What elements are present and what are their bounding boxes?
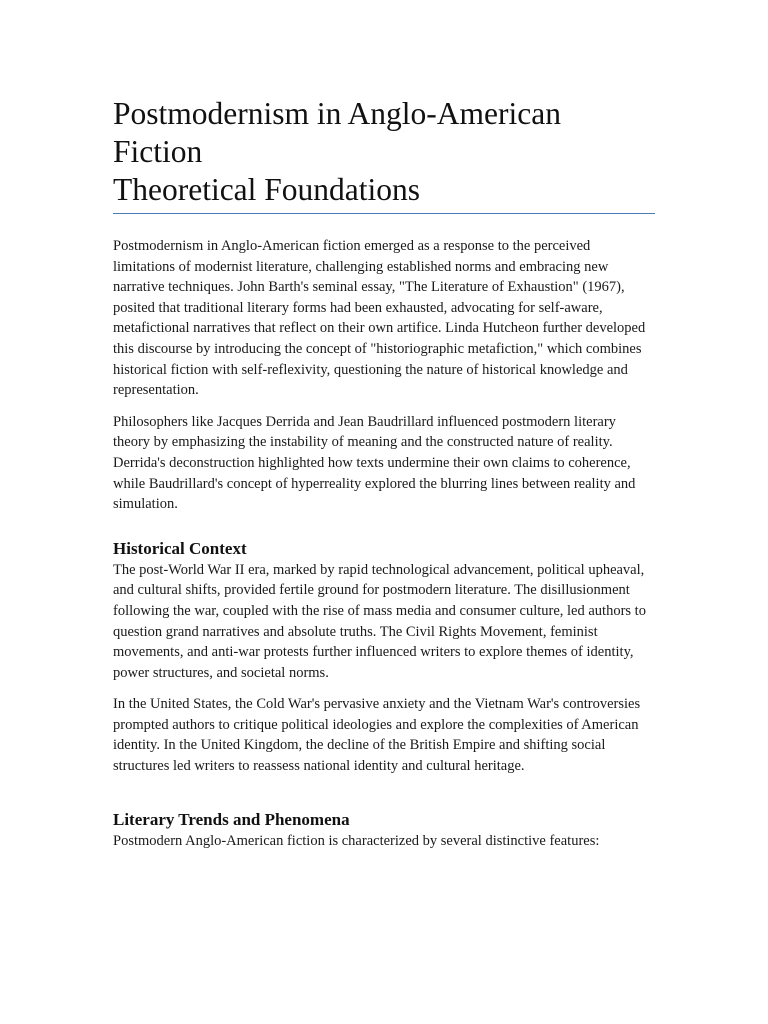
body-paragraph: Postmodern Anglo-American fiction is characterized by several distinctive features: [113, 832, 600, 849]
document-page [113, 95, 655, 862]
intro-paragraph: Postmodernism in Anglo-American fiction emerged as a response to the perceived limitations of modernist literature, challenging established norms and embracing new narrative techniques. John Barth's seminal essay, "The Literature of Exhaustion" (1967), posited that traditional literary forms had been exhausted, advocating for self-aware, metafictional narratives that reflect on their own artifice. Linda Hutcheon further developed this discourse by introducing the concept of "historiographic metafiction," which combines historical fiction with self-reflexivity, questioning the nature of historical knowledge and representation. [113, 238, 646, 399]
subtitle-line: Theoretical Foundations [113, 172, 421, 207]
title-line: Postmodernism in Anglo-American [113, 96, 561, 131]
title-underline-divider [113, 213, 655, 214]
body-paragraph: In the United States, the Cold War's pervasive anxiety and the Vietnam War's controversies prompted authors to critique political ideologies and explore the complexities of American identity. In the United Kingdom, the decline of the British Empire and shifting social structures led writers to reassess national identity and cultural heritage. [113, 696, 641, 775]
section-heading-historical-context: Historical Context [113, 538, 247, 558]
document-title [113, 95, 655, 209]
body-paragraph: The post-World War II era, marked by rapid technological advancement, political upheaval, and cultural shifts, provided fertile ground for postmodern literature. The disillusionment following the war, coupled with the rise of mass media and consumer culture, led authors to question grand narratives and absolute truths. The Civil Rights Movement, feminist movements, and anti-war protests further influenced writers to explore themes of identity, power structures, and societal norms. [113, 561, 646, 681]
intro-paragraph: Philosophers like Jacques Derrida and Jean Baudrillard influenced postmodern literary theory by emphasizing the instability of meaning and the constructed nature of reality. Derrida's deconstruction highlighted how texts undermine their own claims to coherence, while Baudrillard's concept of hyperreality explored the blurring lines between reality and simulation. [113, 413, 636, 513]
title-line: Fiction [113, 134, 203, 169]
section-heading-literary-trends: Literary Trends and Phenomena [113, 809, 350, 829]
